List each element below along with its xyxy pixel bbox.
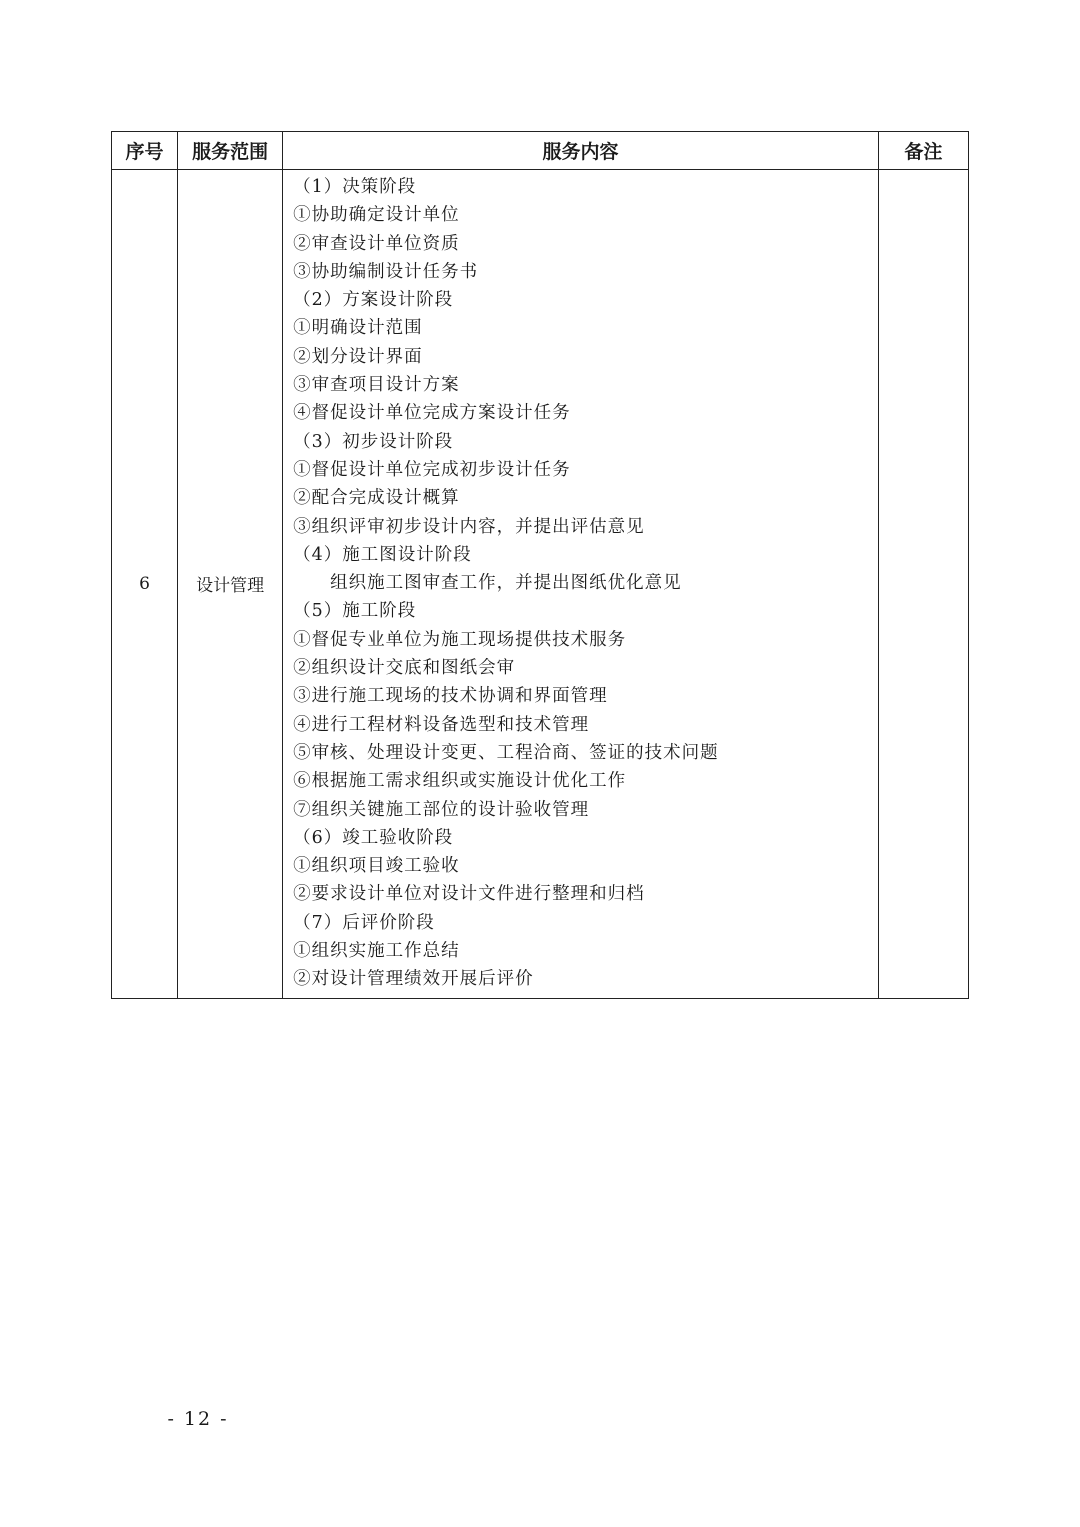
- row-content: [283, 170, 879, 999]
- content-line: （2）方案设计阶段: [293, 290, 454, 311]
- row-number: 6: [112, 170, 178, 999]
- service-table: [111, 131, 969, 999]
- content-line: 组织施工图审查工作，并提出图纸优化意见: [330, 573, 682, 594]
- page-number: - 12 -: [167, 1408, 229, 1430]
- content-line: ⑦组织关键施工部位的设计验收管理: [293, 799, 590, 820]
- content-line: ③审查项目设计方案: [293, 375, 460, 396]
- content-line: ④进行工程材料设备选型和技术管理: [293, 714, 590, 735]
- content-line: ①组织实施工作总结: [293, 941, 460, 962]
- content-line: ①组织项目竣工验收: [293, 856, 460, 877]
- content-line: ①明确设计范围: [293, 318, 423, 339]
- content-line: ④督促设计单位完成方案设计任务: [293, 403, 571, 424]
- content-line: ⑥根据施工需求组织或实施设计优化工作: [293, 771, 627, 792]
- row-scope: 设计管理: [178, 170, 283, 999]
- content-line: （7）后评价阶段: [293, 912, 435, 933]
- content-line: （6）竣工验收阶段: [293, 827, 454, 848]
- table-header-row: [112, 132, 969, 170]
- content-line: ②划分设计界面: [293, 346, 423, 367]
- header-content: 服务内容: [283, 132, 879, 170]
- table-row: [112, 170, 969, 999]
- content-line: （3）初步设计阶段: [293, 431, 454, 452]
- content-line: ①协助确定设计单位: [293, 205, 460, 226]
- content-line: ③组织评审初步设计内容，并提出评估意见: [293, 516, 645, 537]
- row-note: [878, 170, 968, 999]
- content-line: ②对设计管理绩效开展后评价: [293, 969, 534, 990]
- content-line: ②审查设计单位资质: [293, 233, 460, 254]
- header-scope: 服务范围: [178, 132, 283, 170]
- content-line: ③进行施工现场的技术协调和界面管理: [293, 686, 608, 707]
- content-line: ②配合完成设计概算: [293, 488, 460, 509]
- header-no: 序号: [112, 132, 178, 170]
- content-line: ①督促专业单位为施工现场提供技术服务: [293, 629, 627, 650]
- content-line: ⑤审核、处理设计变更、工程洽商、签证的技术问题: [293, 742, 719, 763]
- content-line: （5）施工阶段: [293, 601, 417, 622]
- content-line: ②组织设计交底和图纸会审: [293, 658, 516, 679]
- content-line: ②要求设计单位对设计文件进行整理和归档: [293, 884, 645, 905]
- header-note: 备注: [878, 132, 968, 170]
- content-line: （4）施工图设计阶段: [293, 544, 472, 565]
- content-line: （1）决策阶段: [293, 177, 417, 197]
- content-line: ③协助编制设计任务书: [293, 261, 479, 282]
- content-line: ①督促设计单位完成初步设计任务: [293, 459, 571, 480]
